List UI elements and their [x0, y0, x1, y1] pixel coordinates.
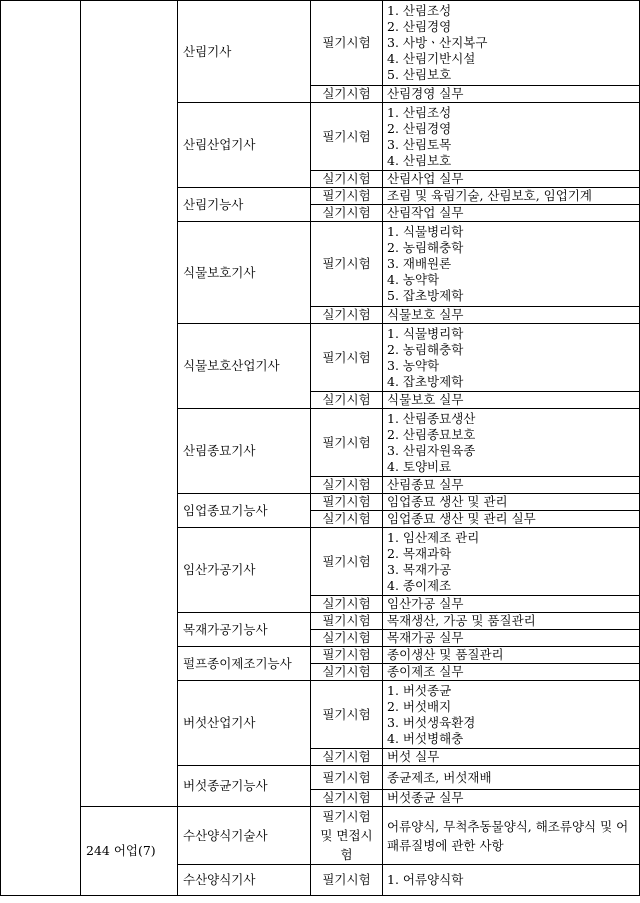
exam-subjects: [383, 681, 640, 749]
subject-item: 어류양식, 무척추동물양식, 해조류양식 및 어패류질병에 관한 사항: [387, 818, 629, 853]
subject-item: 1. 식물병리학: [387, 325, 464, 341]
exam-subjects: [383, 596, 640, 613]
exam-type: 실기시험: [311, 790, 383, 807]
subject-item: 2. 산림종묘보호: [387, 426, 476, 442]
exam-subjects: [383, 807, 640, 865]
exam-type: 실기시험: [311, 392, 383, 409]
exam-type: 실기시험: [311, 664, 383, 681]
exam-subjects: [383, 103, 640, 171]
exam-type: 필기시험: [311, 103, 383, 171]
subject-item: 4. 종이제조: [387, 577, 452, 593]
exam-type: 필기시험: [311, 681, 383, 749]
subject-item: 임업종묘 생산 및 관리: [387, 494, 508, 509]
subject-item: 5. 산림보호: [387, 67, 452, 82]
exam-subjects: [383, 307, 640, 324]
subject-item: 5. 잡초방제학: [387, 288, 464, 303]
qualification-name: 산림기능사: [178, 188, 311, 222]
subject-item: 종이제조 실무: [387, 664, 464, 679]
exam-type: 필기시험: [311, 647, 383, 664]
subject-item: 식물보호 실무: [387, 307, 464, 322]
subject-item: 3. 사방ㆍ산지복구: [387, 35, 488, 50]
exam-subjects: [383, 477, 640, 494]
exam-type: 필기시험: [311, 409, 383, 477]
exam-subjects: [383, 222, 640, 307]
subject-item: 1. 산림조성: [387, 104, 452, 120]
exam-subjects: [383, 613, 640, 630]
qualification-name: 수산양식기사: [178, 865, 311, 896]
subject-item: 2. 산림경영: [387, 120, 452, 136]
qualification-name: 식물보호산업기사: [178, 324, 311, 409]
exam-type: 필기시험: [311, 494, 383, 511]
subject-item: 종이생산 및 품질관리: [387, 647, 504, 662]
subject-item: 산림사업 실무: [387, 171, 464, 186]
subject-item: 산림경영 실무: [387, 86, 464, 101]
exam-type: 필기시험: [311, 766, 383, 790]
exam-type: 필기시험: [311, 528, 383, 596]
exam-subjects: [383, 1, 640, 86]
exam-type: 실기시험: [311, 749, 383, 766]
exam-type: 필기시험: [311, 613, 383, 630]
exam-type: 실기시험: [311, 630, 383, 647]
mid-category-cell: [81, 1, 178, 807]
subject-item: 2. 농림해충학: [387, 240, 464, 255]
exam-subjects: [383, 86, 640, 103]
exam-subjects: [383, 188, 640, 205]
subject-item: 4. 토양비료: [387, 458, 452, 474]
subject-item: 1. 어류양식학: [387, 872, 464, 887]
subject-item: 3. 산림자원육종: [387, 442, 476, 458]
subject-item: 2. 산림경영: [387, 19, 452, 34]
subject-item: 3. 농약학: [387, 357, 440, 373]
qualification-name: 산림기사: [178, 1, 311, 103]
subject-item: 1. 식물병리학: [387, 224, 464, 239]
exam-subjects: [383, 790, 640, 807]
exam-type: 필기시험: [311, 222, 383, 307]
exam-type: [311, 807, 383, 865]
subject-item: 4. 버섯병해충: [387, 730, 464, 746]
exam-type: 실기시험: [311, 596, 383, 613]
table-row: [1, 807, 640, 865]
subject-item: 3. 재배원론: [387, 256, 452, 271]
exam-subjects: [383, 494, 640, 511]
subject-item: 4. 산림기반시설: [387, 51, 476, 66]
subject-item: 목재생산, 가공 및 품질관리: [387, 613, 536, 628]
qualification-name: 목재가공기능사: [178, 613, 311, 647]
subject-item: 1. 산림조성: [387, 3, 452, 18]
major-category-cell: [1, 1, 81, 896]
subject-item: 4. 농약학: [387, 272, 440, 287]
exam-subjects: [383, 409, 640, 477]
subject-item: 1. 임산제조 관리: [387, 529, 480, 545]
subject-item: 2. 버섯배지: [387, 698, 452, 714]
qualification-name: 식물보호기사: [178, 222, 311, 324]
subject-item: 4. 잡초방제학: [387, 373, 464, 389]
subject-item: 버섯종균 실무: [387, 790, 464, 805]
subject-item: 3. 버섯생육환경: [387, 714, 476, 730]
exam-type: 실기시험: [311, 477, 383, 494]
subject-item: 2. 농림해충학: [387, 341, 464, 357]
exam-subjects: [383, 630, 640, 647]
exam-type: 실기시험: [311, 171, 383, 188]
qualification-name: 수산양식기술사: [178, 807, 311, 865]
subject-item: 산림작업 실무: [387, 205, 464, 220]
subject-item: 4. 산림보호: [387, 152, 452, 168]
exam-type: 필기시험: [311, 1, 383, 86]
exam-type-label: 필기시험 및 면접시험: [320, 809, 373, 862]
subject-item: 3. 산림토목: [387, 136, 452, 152]
exam-subjects: [383, 205, 640, 222]
exam-subjects: [383, 511, 640, 528]
subject-item: 식물보호 실무: [387, 392, 464, 407]
qualification-name: 임산가공기사: [178, 528, 311, 613]
qualification-name: 버섯산업기사: [178, 681, 311, 766]
exam-subjects: [383, 392, 640, 409]
exam-type: 실기시험: [311, 86, 383, 103]
subject-item: 임산가공 실무: [387, 596, 464, 611]
qualification-name: 산림산업기사: [178, 103, 311, 188]
subject-item: 임업종묘 생산 및 관리 실무: [387, 511, 536, 526]
subject-item: 2. 목재과학: [387, 545, 452, 561]
qualification-name: 펄프종이제조기능사: [178, 647, 311, 681]
exam-type: 필기시험: [311, 188, 383, 205]
exam-subjects: [383, 865, 640, 896]
exam-subjects: [383, 664, 640, 681]
exam-subjects: [383, 766, 640, 790]
subject-item: 조림 및 육림기술, 산림보호, 임업기계: [387, 188, 592, 203]
subject-item: 버섯 실무: [387, 749, 440, 764]
subject-item: 1. 버섯종균: [387, 682, 452, 698]
exam-subjects: [383, 171, 640, 188]
exam-type: 실기시험: [311, 205, 383, 222]
exam-type: 실기시험: [311, 307, 383, 324]
exam-subjects: [383, 647, 640, 664]
exam-subjects: [383, 749, 640, 766]
exam-type: 실기시험: [311, 511, 383, 528]
exam-type: 필기시험: [311, 324, 383, 392]
subject-item: 1. 산림종묘생산: [387, 410, 476, 426]
exam-subjects: [383, 324, 640, 392]
qualification-name: 임업종묘기능사: [178, 494, 311, 528]
qualification-name: 버섯종균기능사: [178, 766, 311, 807]
exam-type: 필기시험: [311, 865, 383, 896]
subject-item: 종균제조, 버섯재배: [387, 769, 492, 785]
table-row: [1, 1, 640, 86]
exam-subjects: [383, 528, 640, 596]
qualification-name: 산림종묘기사: [178, 409, 311, 494]
subject-item: 산림종묘 실무: [387, 477, 464, 492]
subject-item: 목재가공 실무: [387, 630, 464, 645]
mid-category-cell: 244 어업(7): [81, 807, 178, 896]
subject-item: 3. 목재가공: [387, 561, 452, 577]
